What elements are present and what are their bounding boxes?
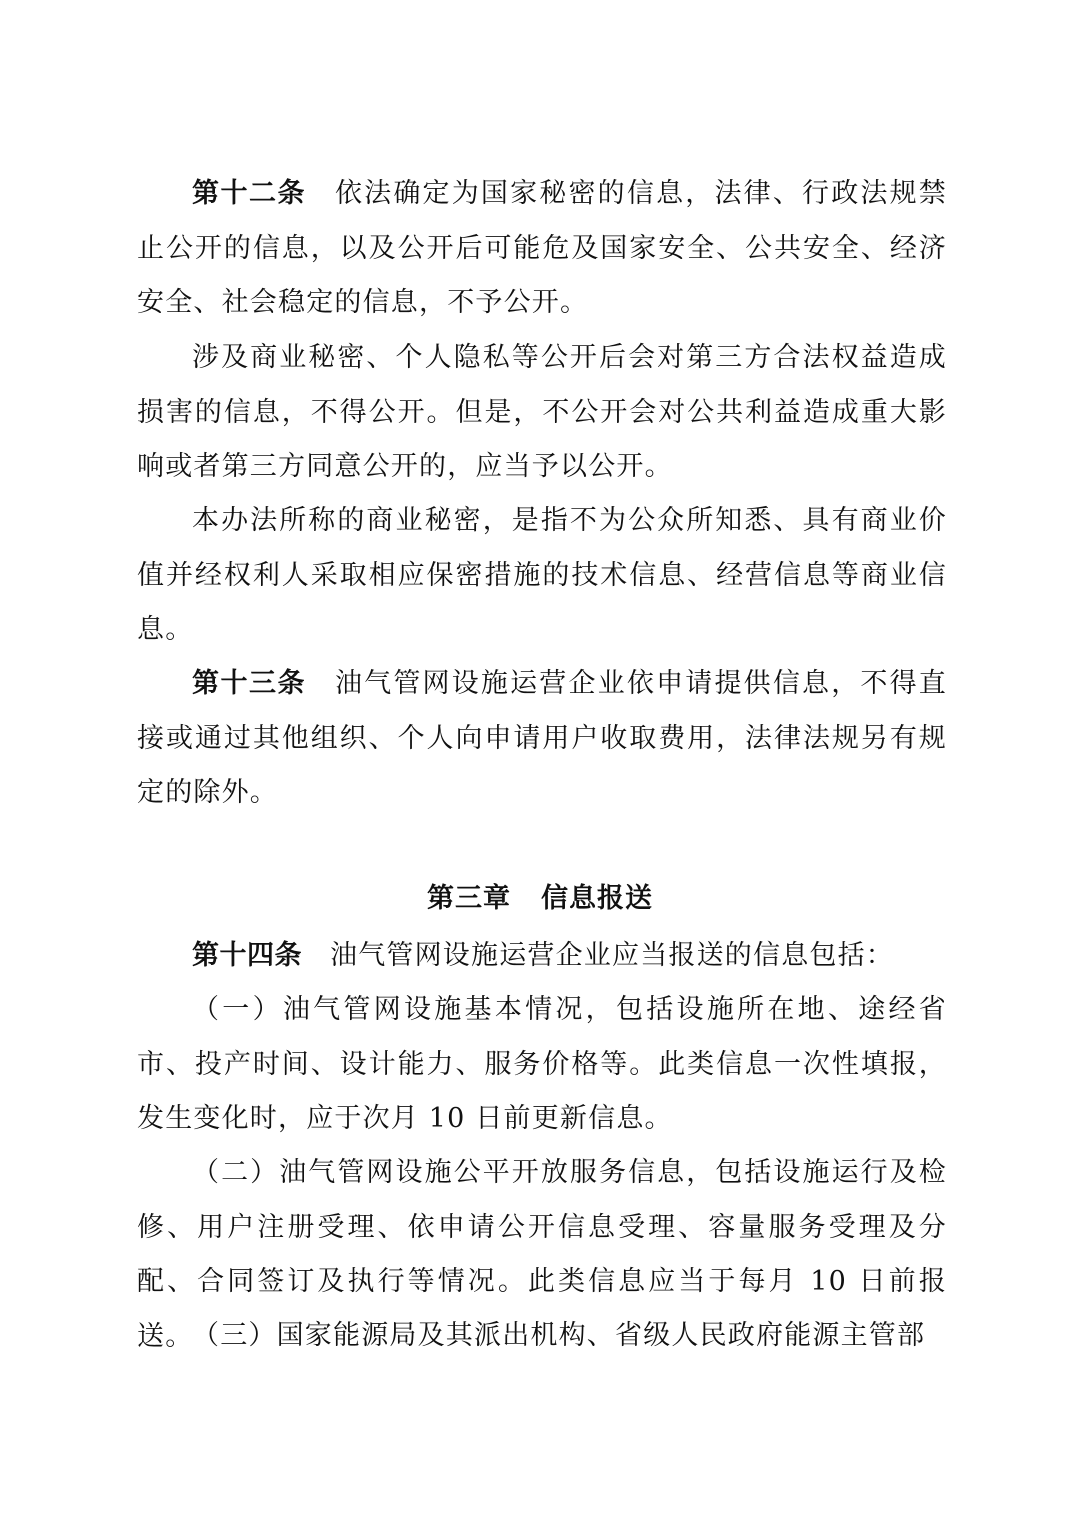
chapter-title: 信息报送 [541,883,653,914]
article-12-text: 依法确定为国家秘密的信息，法律、行政法规禁止公开的信息，以及公开后可能危及国家安全、公共安全、经济安全、社会稳定的信息，不予公开。 [137,178,947,318]
article-12-paragraph-2: 涉及商业秘密、个人隐私等公开后会对第三方合法权益造成损害的信息，不得公开。但是，不公开会对公共利益造成重大影响或者第三方同意公开的，应当予以公开。 [137,342,947,482]
article-14-label: 第十四条 [192,940,302,971]
article-14-paragraph [137,929,947,984]
article-14-text: 油气管网设施运营企业应当报送的信息包括： [330,940,894,971]
article-14-item-2: （二）油气管网设施公平开放服务信息，包括设施运行及检修、用户注册受理、依申请公开信息受理、容量服务受理及分配、合同签订及执行等情况。此类信息应当于每月 10 日前报送。 [137,1157,947,1352]
article-13-paragraph [137,657,947,821]
chapter-heading [0,872,1080,926]
article-13-label: 第十三条 [192,668,306,699]
article-14-item-1: （一）油气管网设施基本情况，包括设施所在地、途经省市、投产时间、设计能力、服务价格等。此类信息一次性填报，发生变化时，应于次月 10 日前更新信息。 [137,994,947,1134]
article-14-item-3: （三）国家能源局及其派出机构、省级人民政府能源主管部 [192,1320,926,1351]
article-12-paragraph [137,167,947,331]
chapter-number: 第三章 [427,883,511,914]
article-13-text: 油气管网设施运营企业依申请提供信息，不得直接或通过其他组织、个人向申请用户收取费用，法律法规另有规定的除外。 [137,668,947,808]
article-12-paragraph-3: 本办法所称的商业秘密，是指不为公众所知悉、具有商业价值并经权利人采取相应保密措施的技术信息、经营信息等商业信息。 [137,505,947,645]
article-12-label: 第十二条 [192,178,306,209]
